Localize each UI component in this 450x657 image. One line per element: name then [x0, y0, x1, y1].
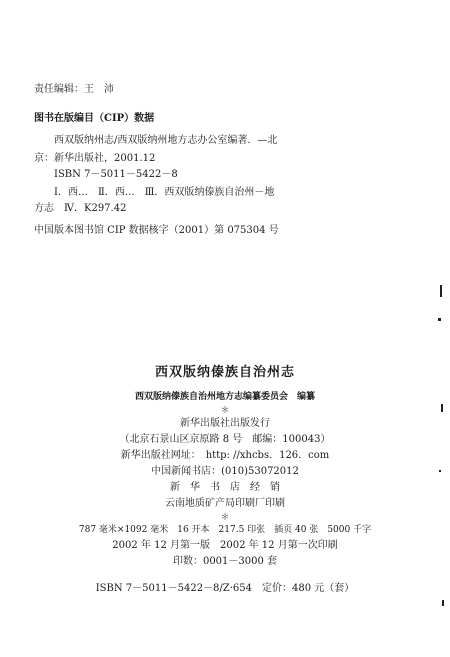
- publisher-line: 新华出版社出版发行: [180, 418, 270, 429]
- distributor-line: 新 华 书 店 经 销: [170, 482, 280, 493]
- publisher-website: 新华出版社网址： http: //xhcbs．126．com: [120, 450, 330, 461]
- scan-edge-mark: [441, 404, 443, 412]
- responsible-editor: 责任编辑：王 沛: [34, 84, 114, 95]
- publisher-address: （北京石景山区京原路 8 号 邮编：100043）: [119, 434, 331, 445]
- separator-star-2: ＊: [220, 513, 230, 523]
- cip-core-number: 中国版本图书馆 CIP 数据核字（2001）第 075304 号: [34, 225, 279, 236]
- compiler-line: 西双版纳傣族自治州地方志编纂委员会 编纂: [134, 392, 315, 402]
- scan-edge-mark: [438, 318, 441, 321]
- scan-edge-mark: [440, 285, 442, 297]
- bookstore-phone: 中国新闻书店：(010)53072012: [151, 466, 299, 477]
- cip-subject-line-2: 方志 Ⅳ．K297.42: [34, 203, 127, 214]
- edition-line: 2002 年 12 月第一版 2002 年 12 月第一次印刷: [112, 540, 338, 551]
- printer-line: 云南地质矿产局印刷厂印刷: [165, 498, 285, 509]
- cip-record-line-2: 京：新华出版社，2001.12: [34, 153, 156, 164]
- cip-heading: 图书在版编目（CIP）数据: [34, 113, 155, 124]
- scan-edge-mark: [442, 600, 444, 606]
- print-run: 印数：0001－3000 套: [172, 556, 278, 567]
- book-title: 西双版纳傣族自治州志: [154, 365, 295, 380]
- cip-isbn: ISBN 7－5011－5422－8: [54, 169, 178, 180]
- format-specs: 787 毫米×1092 毫米 16 开本 217.5 印张 插页 40 张 5000 千字: [78, 525, 372, 535]
- scan-edge-mark: [439, 470, 441, 472]
- separator-star-1: ＊: [220, 406, 230, 416]
- cip-subject-line-1: Ⅰ．西… Ⅱ．西… Ⅲ．西双版纳傣族自治州－地: [54, 187, 275, 198]
- isbn-price-line: ISBN 7－5011－5422－8/Z·654 定价：480 元（套）: [95, 583, 355, 594]
- cip-record-line-1: 西双版纳州志/西双版纳州地方志办公室编著．—北: [54, 135, 278, 146]
